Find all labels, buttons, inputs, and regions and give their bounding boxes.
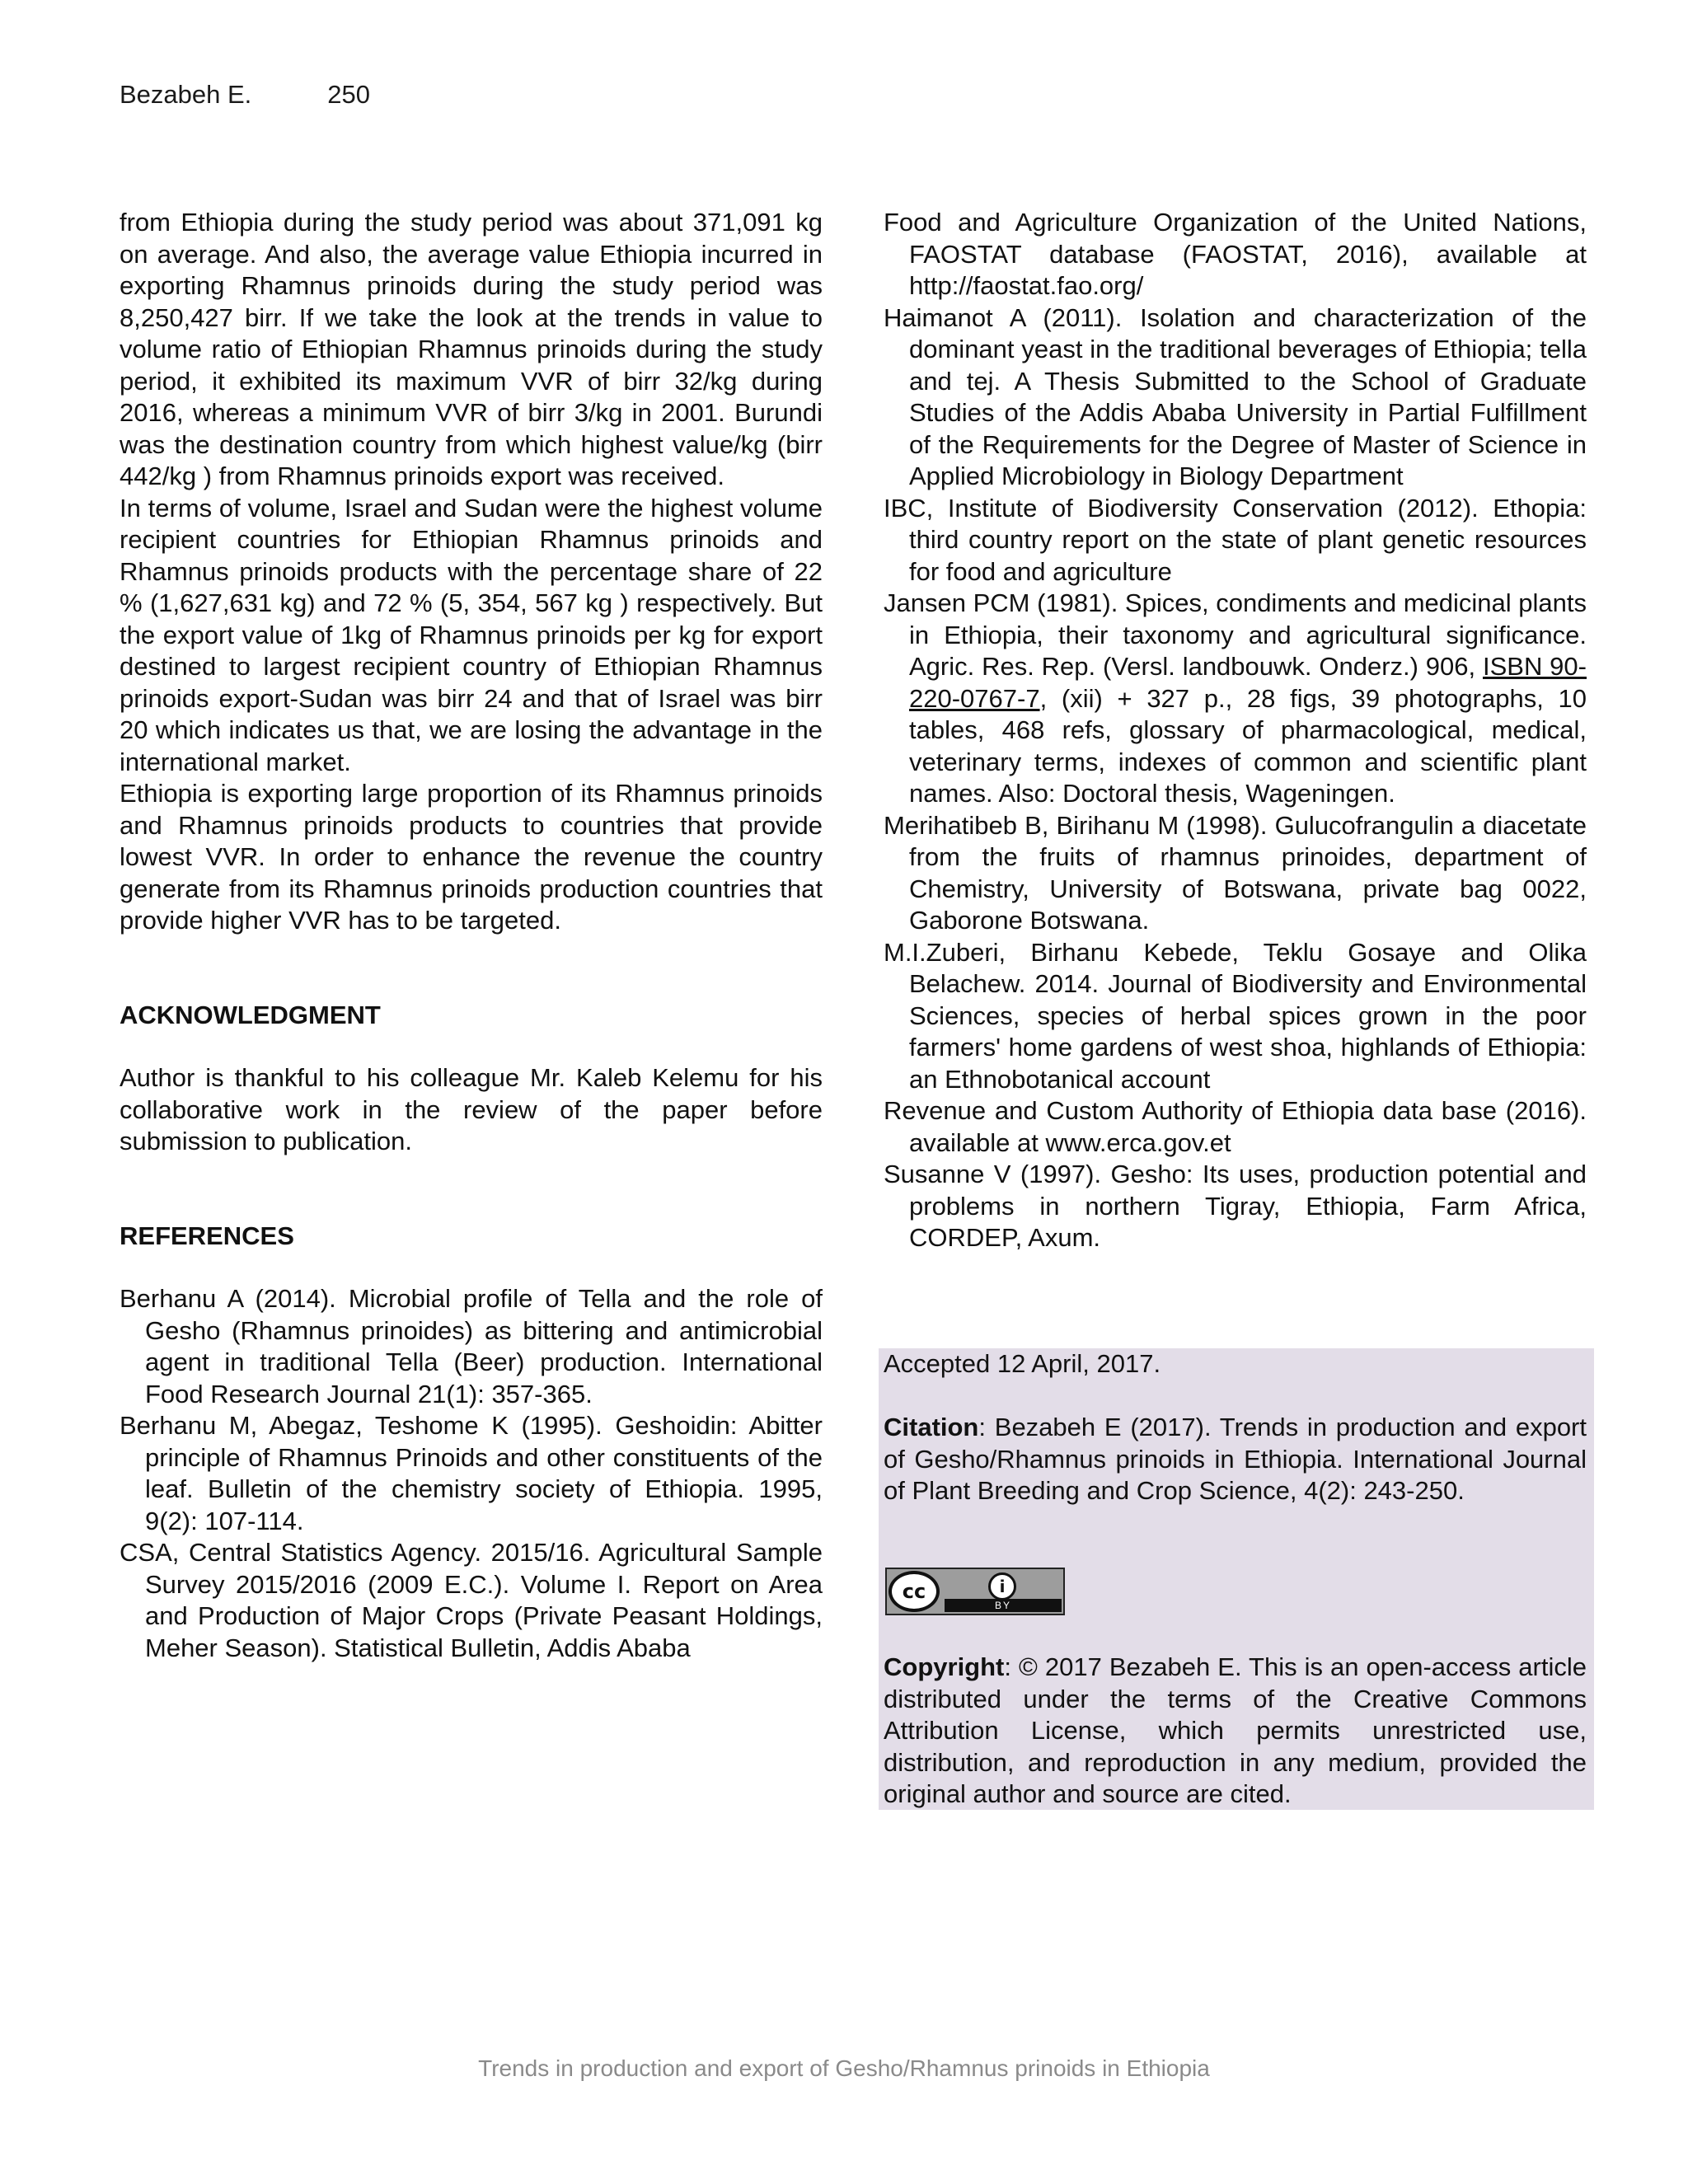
citation-label: Citation: [884, 1413, 979, 1441]
body-paragraph: from Ethiopia during the study period was about 371,091 kg on average. And also, the average value Ethiopia incurred in exporting Rhamnus prinoids during the study period was 8,250,427 birr. If we take the look at the trends in value to volume ratio of Ethiopian Rhamnus prinoids during the study period, it exhibited its maximum VVR of birr 32/kg during 2016, whereas a minimum VVR of birr 3/kg in 2001. Burundi was the destination country from which highest value/kg (birr 442/kg ) from Rhamnus prinoids export was received.: [120, 208, 823, 490]
body-paragraph: Ethiopia is exporting large proportion of its Rhamnus prinoids and Rhamnus prinoids products to countries that provide lowest VVR. In order to enhance the revenue the country generate from its Rhamnus prinoids production countries that provide higher VVR has to be targeted.: [120, 779, 823, 935]
header-author: Bezabeh E.: [120, 80, 252, 109]
page-header: [120, 79, 370, 110]
reference-item: Susanne V (1997). Gesho: Its uses, production potential and problems in northern Tigray, Ethiopia, Farm Africa, CORDEP, Axum.: [884, 1160, 1587, 1252]
citation: [884, 1412, 1587, 1507]
running-footer: Trends in production and export of Gesho/Rhamnus prinoids in Ethiopia: [478, 2055, 1210, 2081]
creative-commons-by-icon[interactable]: [885, 1568, 1065, 1615]
attribution-person-icon: i: [988, 1572, 1016, 1601]
reference-item: CSA, Central Statistics Agency. 2015/16. Agricultural Sample Survey 2015/2016 (2009 E.C.). Volume I. Report on Area and Production of Major Crops (Private Peasant Holdings, Meher Season). Statistical Bulletin, Addis Ababa: [120, 1538, 823, 1662]
copyright-text: : © 2017 Bezabeh E. This is an open-access article distributed under the terms of the Creative Commons Attribution License, which permits unrestricted use, distribution, and reproduction in any medium, provided the original author and source are cited.: [884, 1652, 1587, 1808]
isbn-link[interactable]: ISBN 90-220-0767-7: [909, 652, 1587, 713]
left-column: [120, 207, 823, 1664]
article-info-box: [879, 1348, 1594, 1810]
right-column: [884, 207, 1587, 1254]
reference-item: IBC, Institute of Biodiversity Conservation (2012). Ethopia: third country report on the state of plant genetic resources for food and agriculture: [884, 493, 1587, 586]
cc-icon: cc: [889, 1571, 940, 1612]
page-number: 250: [327, 80, 371, 109]
accepted-date: Accepted 12 April, 2017.: [884, 1349, 1161, 1378]
acknowledgment-heading: ACKNOWLEDGMENT: [120, 1000, 381, 1029]
reference-text: , (xii) + 327 p., 28 figs, 39 photographs, 10 tables, 468 refs, glossary of pharmacological, medical, veterinary terms, indexes of common and scientific plant names. Also: Doctoral thesis, Wageningen.: [909, 683, 1587, 808]
reference-item: Haimanot A (2011). Isolation and characterization of the dominant yeast in the traditional beverages of Ethiopia; tella and tej. A Thesis Submitted to the School of Graduate Studies of the Addis Ababa University in Partial Fulfillment of the Requirements for the Degree of Master of Science in Applied Microbiology in Biology Department: [884, 302, 1587, 490]
copyright-label: Copyright: [884, 1652, 1005, 1681]
citation-text: : Bezabeh E (2017). Trends in production and export of Gesho/Rhamnus prinoids in Ethiopia. International Journal of Plant Breeding and Crop Science, 4(2): 243-250.: [884, 1413, 1587, 1505]
reference-text: Jansen PCM (1981). Spices, condiments and medicinal plants in Ethiopia, their taxonomy and agricultural significance. Agric. Res. Rep. (Versl. landbouwk. Onderz.) 906,: [884, 588, 1587, 681]
reference-item: [884, 588, 1587, 810]
by-label: BY: [994, 1600, 1011, 1611]
reference-item: M.I.Zuberi, Birhanu Kebede, Teklu Gosaye and Olika Belachew. 2014. Journal of Biodiversity and Environmental Sciences, species of herbal spices grown in the poor farmers' home gardens of west shoa, highlands of Ethiopia: an Ethnobotanical account: [884, 937, 1587, 1094]
reference-item: Berhanu M, Abegaz, Teshome K (1995). Geshoidin: Abitter principle of Rhamnus Prinoids and other constituents of the leaf. Bulletin of the chemistry society of Ethiopia. 1995, 9(2): 107-114.: [120, 1411, 823, 1535]
reference-item: Merihatibeb B, Birihanu M (1998). Gulucofrangulin a diacetate from the fruits of rhamnus prinoides, department of Chemistry, University of Botswana, private bag 0022, Gaborone Botswana.: [884, 810, 1587, 935]
reference-item: Revenue and Custom Authority of Ethiopia data base (2016). available at www.erca.gov.et: [884, 1096, 1587, 1157]
reference-item: Food and Agriculture Organization of the United Nations, FAOSTAT database (FAOSTAT, 2016), available at http://faostat.fao.org/: [884, 208, 1587, 300]
acknowledgment-text: Author is thankful to his colleague Mr. Kaleb Kelemu for his collaborative work in the review of the paper before submission to publication.: [120, 1063, 823, 1155]
body-paragraph: In terms of volume, Israel and Sudan were the highest volume recipient countries for Ethiopian Rhamnus prinoids and Rhamnus prinoids products with the percentage share of 22 % (1,627,631 kg) and 72 % (5, 354, 567 kg ) respectively. But the export value of 1kg of Rhamnus prinoids per kg for export destined to largest recipient country of Ethiopian Rhamnus prinoids export-Sudan was birr 24 and that of Israel was birr 20 which indicates us that, we are losing the advantage in the international market.: [120, 493, 823, 776]
by-strip: [945, 1599, 1062, 1612]
reference-item: Berhanu A (2014). Microbial profile of Tella and the role of Gesho (Rhamnus prinoides) as bittering and antimicrobial agent in traditional Tella (Beer) production. International Food Research Journal 21(1): 357-365.: [120, 1284, 823, 1408]
references-heading: REFERENCES: [120, 1221, 294, 1250]
copyright: [884, 1652, 1587, 1811]
